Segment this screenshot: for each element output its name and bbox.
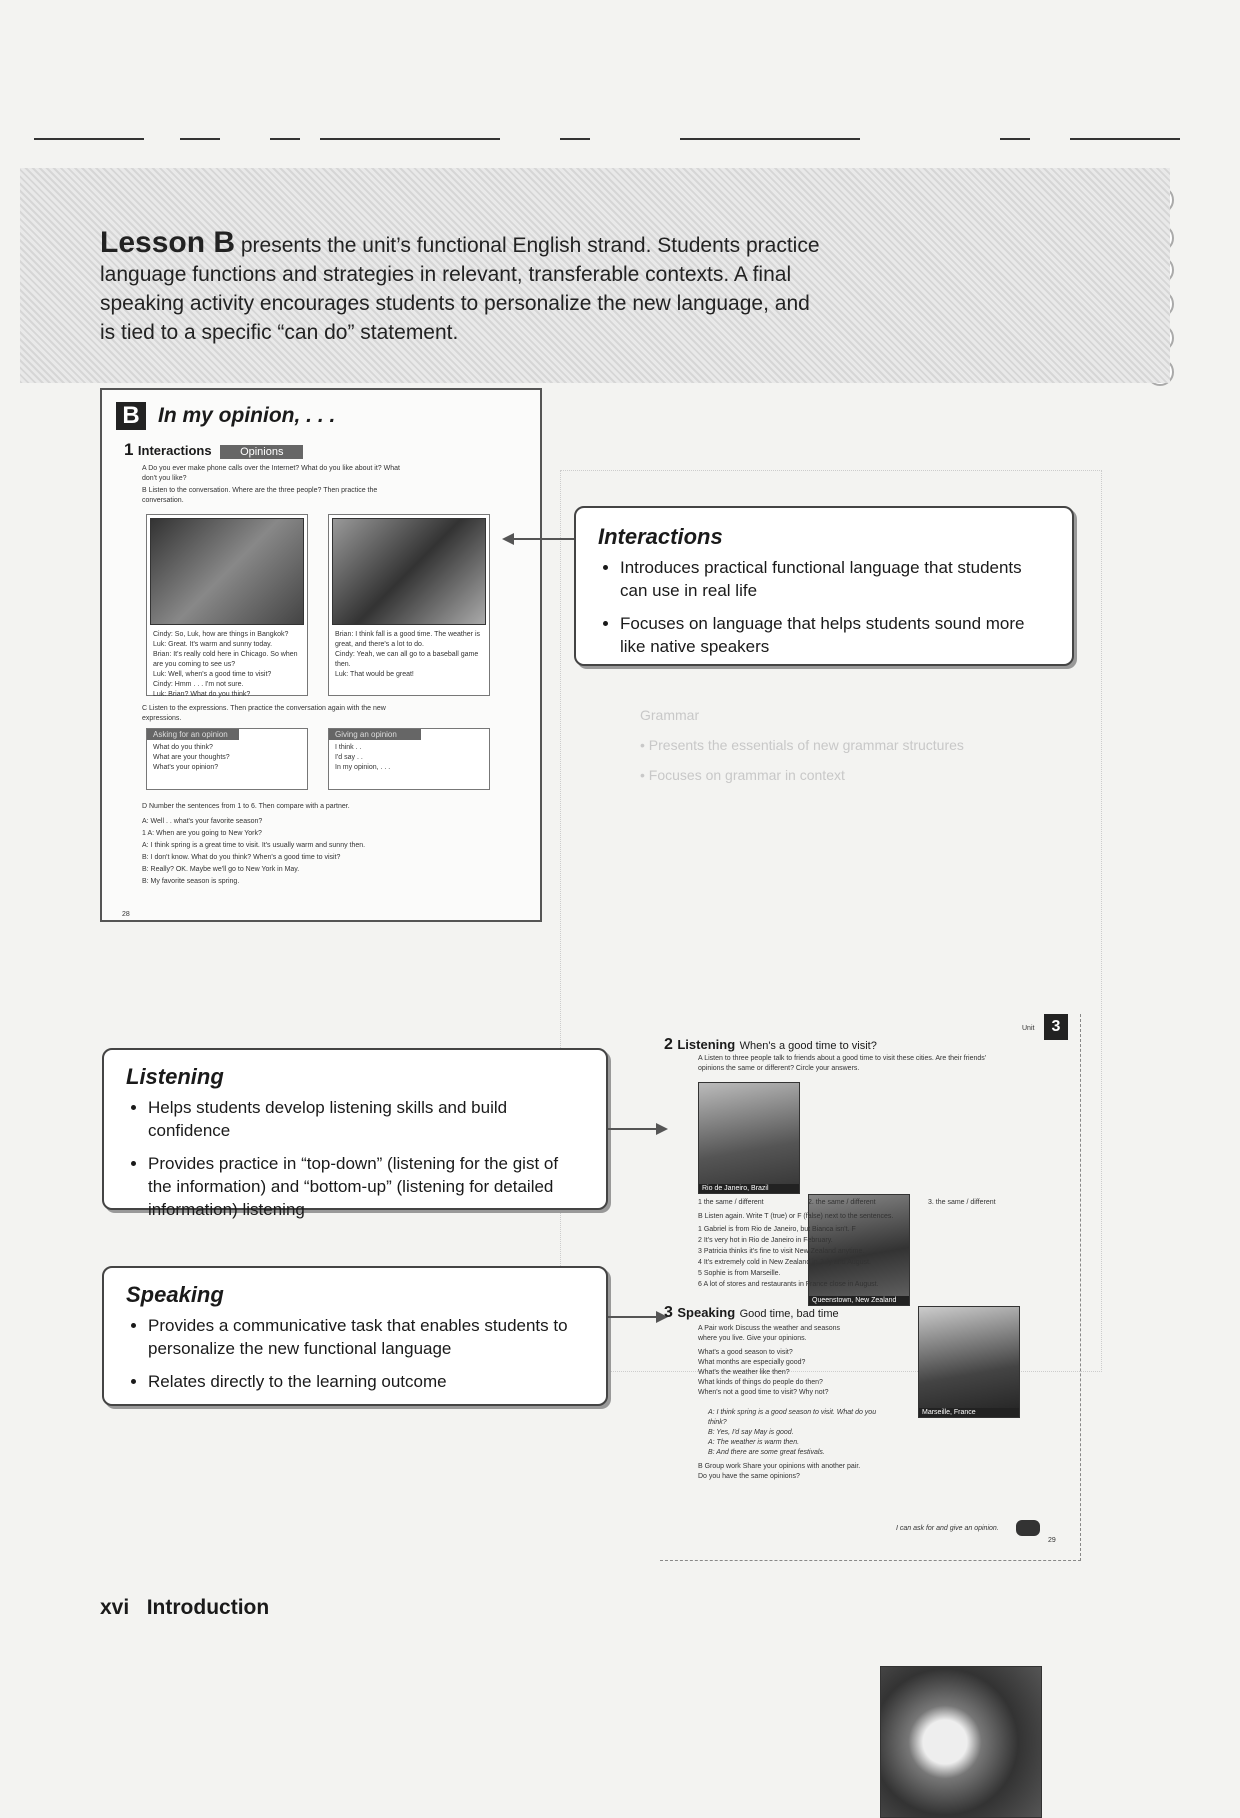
man-photo bbox=[332, 518, 486, 625]
top-rule-7 bbox=[1000, 138, 1030, 140]
true-false-line: 2 It's very hot in Rio de Janeiro in February. bbox=[698, 1237, 833, 1244]
footer bbox=[100, 1596, 269, 1620]
ordering-line: A: I think spring is a great time to visit. It's usually warm and sunny then. bbox=[142, 842, 366, 849]
unit-label: Unit bbox=[1022, 1025, 1035, 1032]
dialog-left bbox=[147, 628, 307, 702]
section-2-title: Listening bbox=[677, 1037, 736, 1052]
page-number-left: 28 bbox=[122, 911, 130, 918]
s3-dialog bbox=[708, 1408, 878, 1458]
arrow-speaking bbox=[608, 1316, 658, 1318]
dialog-line: B: And there are some great festivals. bbox=[708, 1449, 825, 1456]
dialog-line: Cindy: So, Luk, how are things in Bangkok? bbox=[153, 631, 289, 638]
true-false-line: 5 Sophie is from Marseille. bbox=[698, 1270, 781, 1277]
expression: I'd say . . bbox=[335, 754, 363, 761]
task-c: C Listen to the expressions. Then practice the conversation again with the new expressions. bbox=[142, 705, 386, 722]
photo-caption: Marseille, France bbox=[919, 1408, 1019, 1417]
expression: What do you think? bbox=[153, 744, 213, 751]
photo-panel-right bbox=[328, 514, 490, 696]
task-d-lines bbox=[142, 816, 482, 888]
expression-box-title: Asking for an opinion bbox=[147, 729, 239, 740]
top-rule-8 bbox=[1070, 138, 1180, 140]
callout-speaking-title: Speaking bbox=[126, 1282, 224, 1307]
lesson-badge: B bbox=[116, 402, 146, 430]
dialog-right bbox=[329, 628, 489, 682]
section-2-heading bbox=[664, 1036, 877, 1054]
true-false-line: 1 Gabriel is from Rio de Janeiro, but Bianca isn't. F bbox=[698, 1226, 856, 1233]
callout-interactions-list bbox=[598, 556, 1050, 658]
photo-panel-left bbox=[146, 514, 308, 696]
true-false-line: 6 A lot of stores and restaurants in France close in August. bbox=[698, 1281, 879, 1288]
callout-speaking-list bbox=[126, 1314, 584, 1393]
dialog-line: Luk: That would be great! bbox=[335, 671, 414, 678]
top-rule-1 bbox=[34, 138, 144, 140]
intro-body: presents the unit’s functional English strand. Students practice language functions and strategies in relevant, transferable contexts. A final speaking activity encourages students to personalize the new language, and is tied to a specific “can do” statement. bbox=[100, 234, 820, 344]
top-rule-4 bbox=[320, 138, 500, 140]
s2-task-b-lines bbox=[698, 1224, 998, 1290]
arrow-interactions bbox=[508, 538, 574, 540]
ordering-line: B: I don't know. What do you think? When's a good time to visit? bbox=[142, 854, 341, 861]
section-3-heading bbox=[664, 1304, 839, 1322]
s3-task-b: B Group work Share your opinions with another pair. Do you have the same opinions? bbox=[698, 1463, 861, 1480]
dialog-line: Luk: Well, when's a good time to visit? bbox=[153, 671, 272, 678]
section-3-number: 3 bbox=[664, 1304, 673, 1321]
expression: I think . . bbox=[335, 744, 362, 751]
discussion-question: What months are especially good? bbox=[698, 1359, 806, 1366]
festival-photo bbox=[880, 1666, 1042, 1818]
city-photo-rio bbox=[698, 1082, 800, 1194]
dialog-line: Luk: Brian? What do you think? bbox=[153, 691, 251, 698]
task-a: A Do you ever make phone calls over the Internet? What do you like about it? What don't you like? bbox=[142, 465, 400, 482]
can-do-badge bbox=[1016, 1520, 1040, 1536]
callout-interactions bbox=[574, 506, 1074, 666]
dialog-line: Brian: I think fall is a good time. The weather is great, and there's a lot to do. bbox=[335, 631, 480, 648]
callout-speaking bbox=[102, 1266, 608, 1406]
top-rule-5 bbox=[560, 138, 590, 140]
section-1-tag: Opinions bbox=[220, 445, 303, 459]
callout-listening-list bbox=[126, 1096, 584, 1221]
s2-task-a: A Listen to three people talk to friends about a good time to visit these cities. Are their friends' opinions the same or different? Circle your answers. bbox=[698, 1055, 987, 1072]
expression-box-giving bbox=[328, 728, 490, 790]
expression-box-title: Giving an opinion bbox=[329, 729, 421, 740]
intro-paragraph bbox=[100, 228, 830, 347]
dialog-line: Luk: Great. It's warm and sunny today. bbox=[153, 641, 273, 648]
expression: What are your thoughts? bbox=[153, 754, 230, 761]
dialog-line: Brian: It's really cold here in Chicago. So when are you coming to see us? bbox=[153, 651, 298, 668]
people-photo bbox=[150, 518, 304, 625]
section-3-subtitle: Good time, bad time bbox=[739, 1308, 839, 1320]
callout-item: • Focuses on language that helps students sound more like native speakers bbox=[620, 612, 1050, 658]
ordering-line: B: My favorite season is spring. bbox=[142, 878, 240, 885]
student-page-28 bbox=[100, 388, 542, 922]
unit-badge: 3 bbox=[1044, 1014, 1068, 1040]
arrowhead-interactions bbox=[502, 533, 514, 545]
callout-item: • Provides practice in “top-down” (listening for the gist of the information) and “bottom-up” (listening for detailed information) listening bbox=[148, 1152, 584, 1221]
discussion-question: When's not a good time to visit? Why not? bbox=[698, 1389, 829, 1396]
photo-caption: Rio de Janeiro, Brazil bbox=[699, 1184, 799, 1193]
section-2-number: 2 bbox=[664, 1036, 673, 1053]
discussion-question: What's the weather like then? bbox=[698, 1369, 790, 1376]
callout-item: • Relates directly to the learning outcome bbox=[148, 1370, 584, 1393]
callout-item: • Introduces practical functional language that students can use in real life bbox=[620, 556, 1050, 602]
task-d: D Number the sentences from 1 to 6. Then compare with a partner. bbox=[142, 803, 350, 810]
lesson-title: In my opinion, . . . bbox=[158, 404, 336, 427]
callout-interactions-title: Interactions bbox=[598, 524, 723, 549]
expression-box-asking bbox=[146, 728, 308, 790]
callout-listening-title: Listening bbox=[126, 1064, 224, 1089]
expression: What's your opinion? bbox=[153, 764, 219, 771]
task-b: B Listen to the conversation. Where are the three people? Then practice the conversation. bbox=[142, 487, 378, 504]
intro-lead: Lesson B bbox=[100, 226, 236, 259]
can-do-statement: I can ask for and give an opinion. bbox=[896, 1525, 999, 1532]
callout-item: • Helps students develop listening skills and build confidence bbox=[148, 1096, 584, 1142]
answer-choice: 1 the same / different bbox=[698, 1199, 764, 1206]
top-rule-3 bbox=[270, 138, 300, 140]
footer-label: Introduction bbox=[146, 1596, 270, 1619]
s2-task-b: B Listen again. Write T (true) or F (false) next to the sentences. bbox=[698, 1213, 894, 1220]
ordering-line: 1 A: When are you going to New York? bbox=[142, 830, 262, 837]
section-1-number: 1 bbox=[124, 440, 134, 459]
dialog-line: Cindy: Hmm . . . I'm not sure. bbox=[153, 681, 244, 688]
section-2-subtitle: When's a good time to visit? bbox=[739, 1040, 877, 1052]
top-rule-2 bbox=[180, 138, 220, 140]
discussion-question: What's a good season to visit? bbox=[698, 1349, 793, 1356]
photo-caption: Queenstown, New Zealand bbox=[809, 1296, 909, 1305]
faint-text-block: Grammar • Presents the essentials of new grammar structures • Focuses on grammar in context bbox=[640, 707, 964, 783]
callout-item: • Provides a communicative task that enables students to personalize the new functional language bbox=[148, 1314, 584, 1360]
arrow-listening bbox=[608, 1128, 658, 1130]
student-page-29 bbox=[660, 1014, 1081, 1561]
expression-list bbox=[147, 740, 307, 776]
true-false-line: 3 Patricia thinks it's fine to visit New Zealand anytime. bbox=[698, 1248, 865, 1255]
page-number-right: 29 bbox=[1048, 1537, 1056, 1544]
top-rule-6 bbox=[680, 138, 860, 140]
section-1-title: Interactions bbox=[137, 443, 212, 458]
ordering-line: B: Really? OK. Maybe we'll go to New York in May. bbox=[142, 866, 300, 873]
expression: In my opinion, . . . bbox=[335, 764, 391, 771]
callout-listening bbox=[102, 1048, 608, 1219]
s3-task-a: A Pair work Discuss the weather and seasons where you live. Give your opinions. bbox=[698, 1325, 841, 1342]
footer-page-number: xvi bbox=[100, 1596, 130, 1619]
discussion-question: What kinds of things do people do then? bbox=[698, 1379, 823, 1386]
dialog-line: B: Yes, I'd say May is good. bbox=[708, 1429, 794, 1436]
ordering-line: A: Well . . what's your favorite season? bbox=[142, 818, 263, 825]
city-photo-marseille bbox=[918, 1306, 1020, 1418]
answer-choice: 3. the same / different bbox=[928, 1199, 996, 1206]
section-1-heading bbox=[124, 440, 303, 460]
expression-list bbox=[329, 740, 489, 776]
section-3-title: Speaking bbox=[677, 1305, 736, 1320]
s3-bullets bbox=[698, 1348, 878, 1398]
true-false-line: 4 It's extremely cold in New Zealand in July and August. bbox=[698, 1259, 871, 1266]
answer-choice: 2. the same / different bbox=[808, 1199, 876, 1206]
dialog-line: A: The weather is warm then. bbox=[708, 1439, 800, 1446]
dialog-line: A: I think spring is a good season to visit. What do you think? bbox=[708, 1409, 877, 1426]
dialog-line: Cindy: Yeah, we can all go to a baseball game then. bbox=[335, 651, 479, 668]
